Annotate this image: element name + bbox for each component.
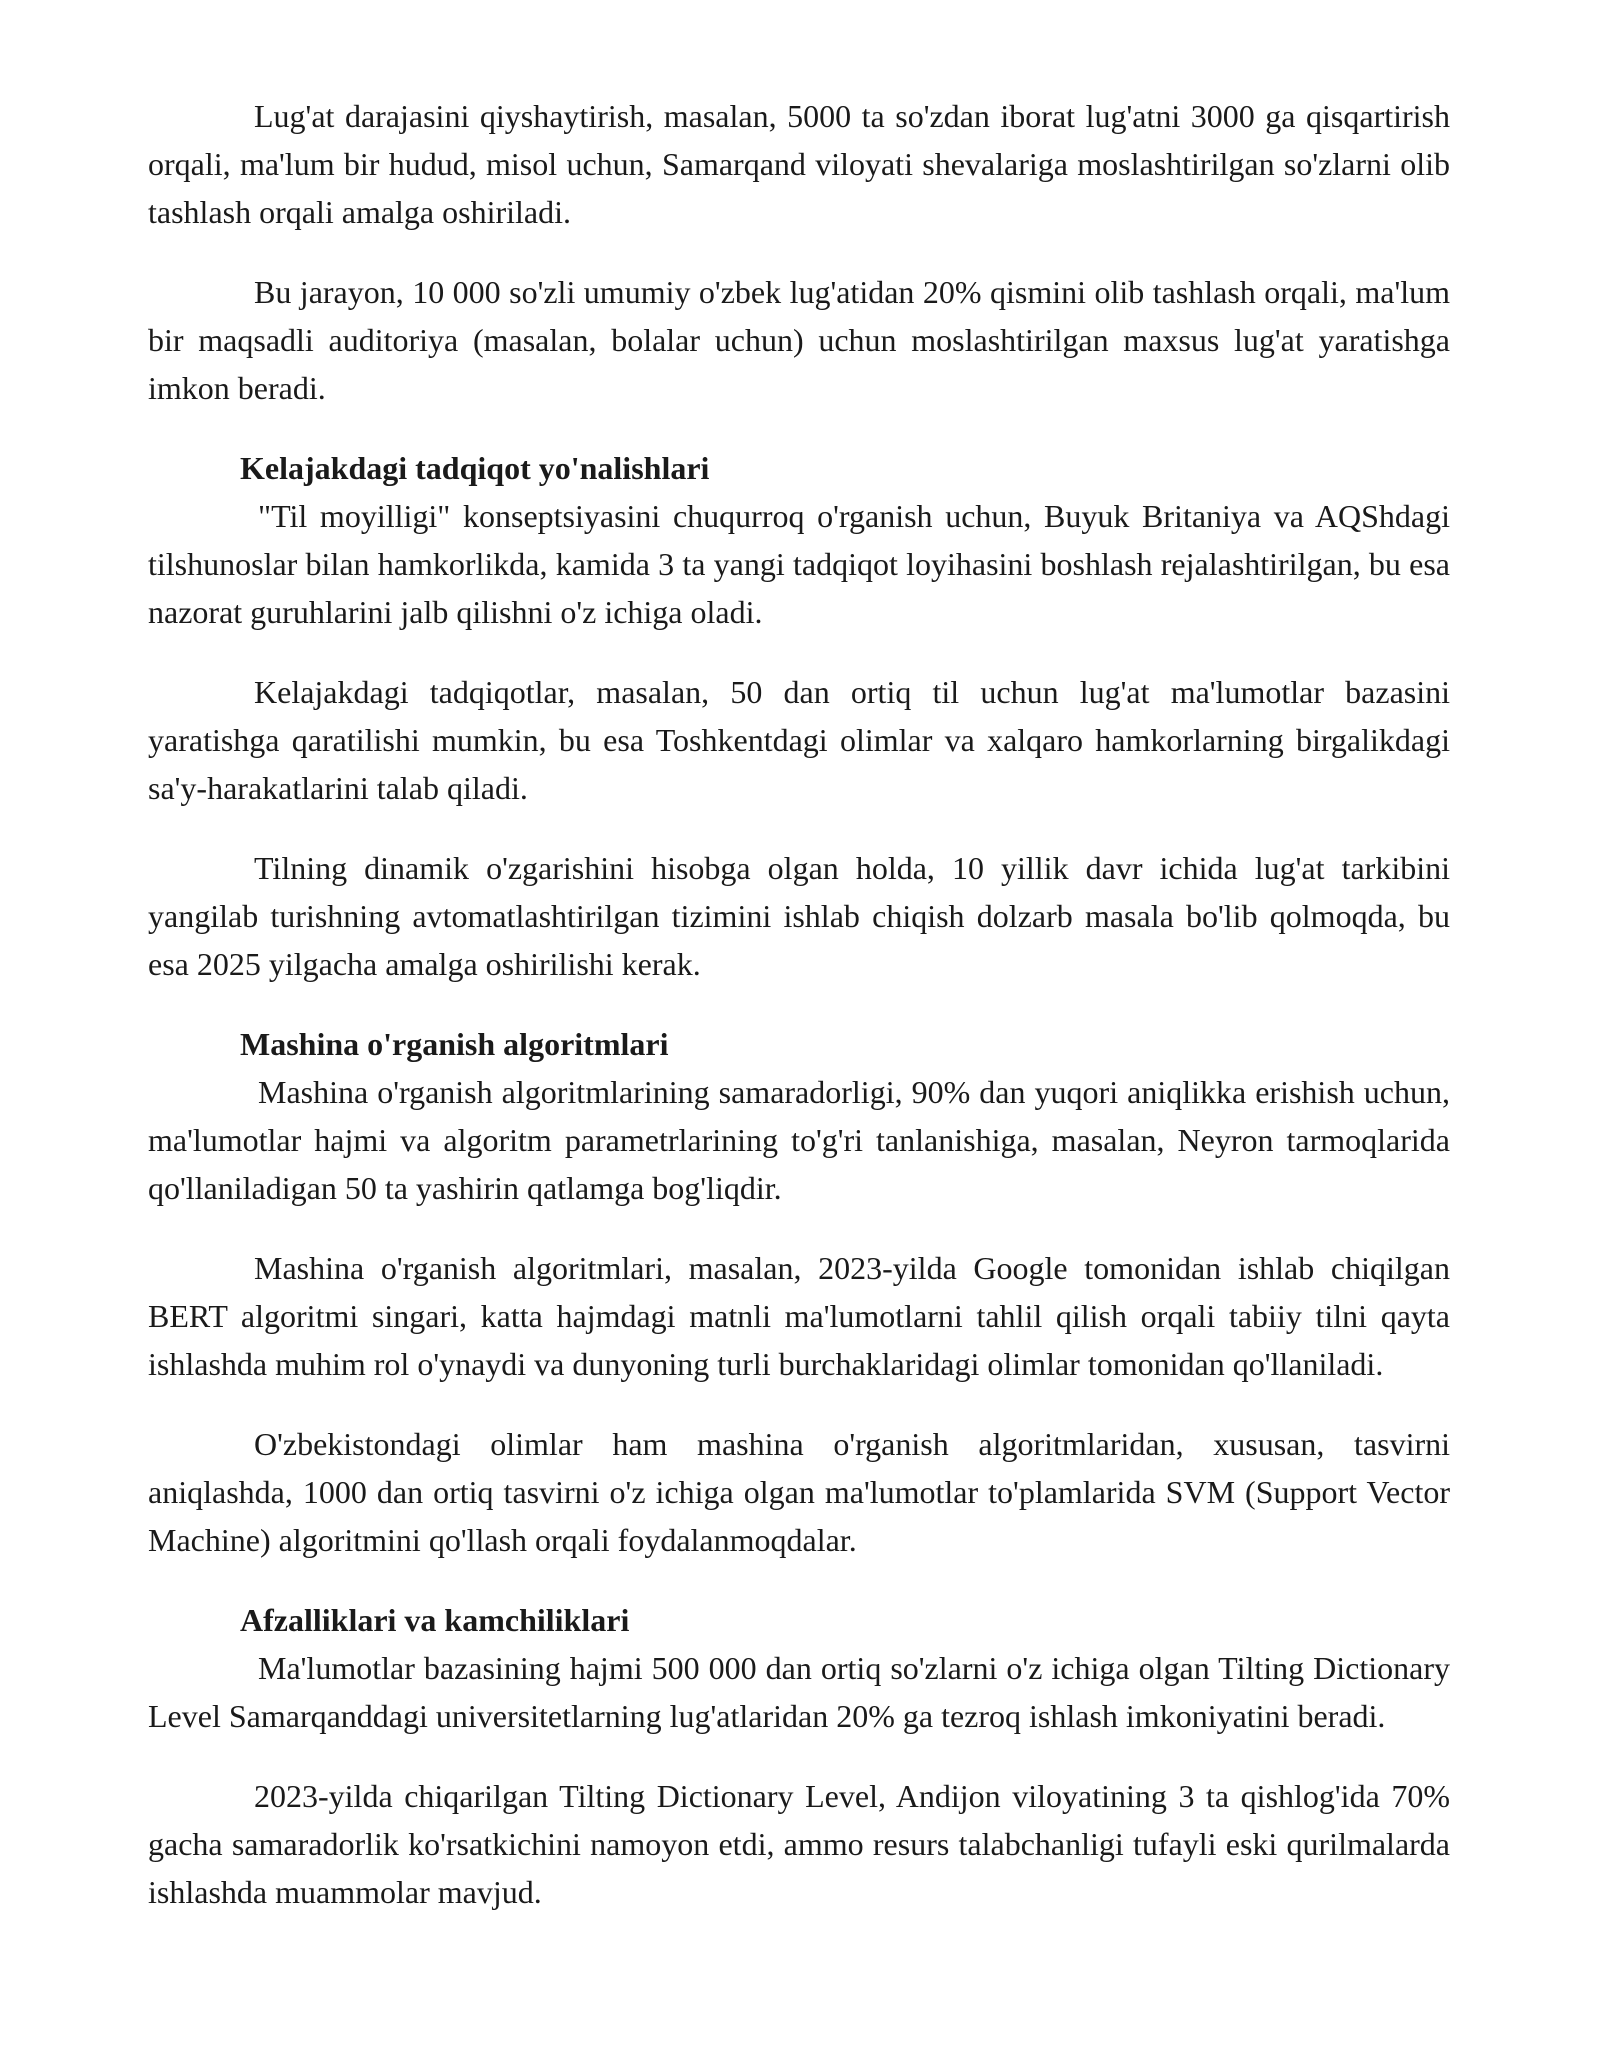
document-page bbox=[148, 92, 1450, 1948]
paragraph: Mashina o'rganish algoritmlarining samaradorligi, 90% dan yuqori aniqlikka erishish uchun, ma'lumotlar hajmi va algoritm parametrlarining to'g'ri tanlanishiga, masalan, Neyron tarmoqlarida qo'llaniladigan 50 ta yashirin qatlamga bog'liqdir. bbox=[148, 1074, 1450, 1206]
section-heading: Afzalliklari va kamchiliklari bbox=[240, 1602, 630, 1638]
paragraph: 2023-yilda chiqarilgan Tilting Dictionary Level, Andijon viloyatining 3 ta qishlog'ida 70% gacha samaradorlik ko'rsatkichini namoyon etdi, ammo resurs talabchanligi tufayli eski qurilmalarda ishlashda muammolar mavjud. bbox=[148, 1778, 1450, 1910]
paragraph: Ma'lumotlar bazasining hajmi 500 000 dan ortiq so'zlarni o'z ichiga olgan Tilting Dictionary Level Samarqanddagi universitetlarning lug'atlaridan 20% ga tezroq ishlash imkoniyatini beradi. bbox=[148, 1650, 1450, 1734]
paragraph: Tilning dinamik o'zgarishini hisobga olgan holda, 10 yillik davr ichida lug'at tarkibini yangilab turishning avtomatlashtirilgan tizimini ishlab chiqish dolzarb masala bo'lib qolmoqda, bu esa 2025 yilgacha amalga oshirilishi kerak. bbox=[148, 850, 1450, 982]
paragraph: "Til moyilligi" konseptsiyasini chuqurroq o'rganish uchun, Buyuk Britaniya va AQShdagi tilshunoslar bilan hamkorlikda, kamida 3 ta yangi tadqiqot loyihasini boshlash rejalashtirilgan, bu esa nazorat guruhlarini jalb qilishni o'z ichiga oladi. bbox=[148, 498, 1450, 630]
paragraph: O'zbekistondagi olimlar ham mashina o'rganish algoritmlaridan, xususan, tasvirni aniqlashda, 1000 dan ortiq tasvirni o'z ichiga olgan ma'lumotlar to'plamlarida SVM (Support Vector Machine) algoritmini qo'llash orqali foydalanmoqdalar. bbox=[148, 1426, 1450, 1558]
section-heading: Mashina o'rganish algoritmlari bbox=[240, 1026, 669, 1062]
paragraph: Lug'at darajasini qiyshaytirish, masalan, 5000 ta so'zdan iborat lug'atni 3000 ga qisqartirish orqali, ma'lum bir hudud, misol uchun, Samarqand viloyati shevalariga moslashtirilgan so'zlarni olib tashlash orqali amalga oshiriladi. bbox=[148, 98, 1450, 230]
paragraph: Bu jarayon, 10 000 so'zli umumiy o'zbek lug'atidan 20% qismini olib tashlash orqali, ma'lum bir maqsadli auditoriya (masalan, bolalar uchun) uchun moslashtirilgan maxsus lug'at yaratishga imkon beradi. bbox=[148, 274, 1450, 406]
paragraph: Kelajakdagi tadqiqotlar, masalan, 50 dan ortiq til uchun lug'at ma'lumotlar bazasini yaratishga qaratilishi mumkin, bu esa Toshkentdagi olimlar va xalqaro hamkorlarning birgalikdagi sa'y-harakatlarini talab qiladi. bbox=[148, 674, 1450, 806]
paragraph: Mashina o'rganish algoritmlari, masalan, 2023-yilda Google tomonidan ishlab chiqilgan BERT algoritmi singari, katta hajmdagi matnli ma'lumotlarni tahlil qilish orqali tabiiy tilni qayta ishlashda muhim rol o'ynaydi va dunyoning turli burchaklaridagi olimlar tomonidan qo'llaniladi. bbox=[148, 1250, 1450, 1382]
section-heading: Kelajakdagi tadqiqot yo'nalishlari bbox=[240, 450, 710, 486]
